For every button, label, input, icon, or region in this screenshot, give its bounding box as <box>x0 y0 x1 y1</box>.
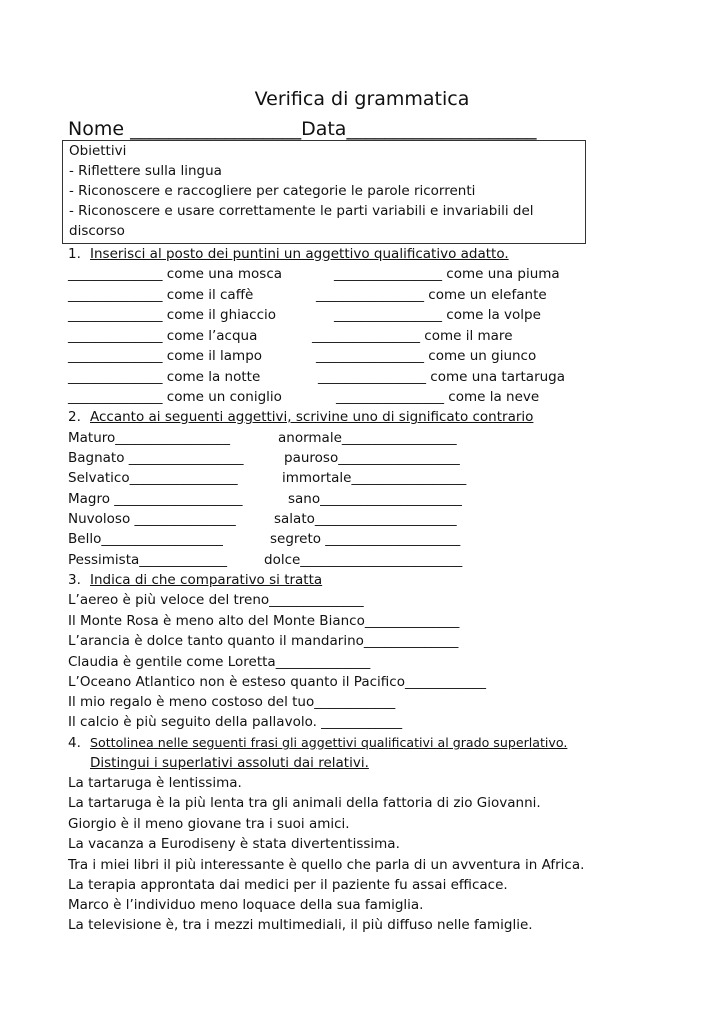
objective-item: - Riconoscere e raccogliere per categorie le parole ricorrenti <box>69 183 476 199</box>
ex2-right: dolce________________________ <box>264 552 463 568</box>
ex3-line: L’aereo è più veloce del treno______________ <box>68 592 364 608</box>
objectives-box <box>62 140 586 244</box>
exercise-4-heading <box>68 735 567 751</box>
ex2-right: segreto ____________________ <box>270 531 461 547</box>
ex4-line: La tartaruga è la più lenta tra gli animali della fattoria di zio Giovanni. <box>68 795 541 811</box>
ex1-right: ________________ come un elefante <box>316 287 547 303</box>
ex1-left: ______________ come il lampo <box>68 348 263 364</box>
ex1-right: ________________ come un giunco <box>316 348 537 364</box>
ex2-right: sano_____________________ <box>288 491 462 507</box>
ex2-right: immortale_________________ <box>282 470 467 486</box>
ex4-line: Tra i miei libri il più interessante è quello che parla di un avventura in Africa. <box>68 857 585 873</box>
ex4-line: Giorgio è il meno giovane tra i suoi amici. <box>68 816 350 832</box>
ex1-left: ______________ come l’acqua <box>68 328 258 344</box>
ex1-right: ________________ come il mare <box>312 328 513 344</box>
exercise-number: 4. <box>68 735 81 751</box>
exercise-instruction: Sottolinea nelle seguenti frasi gli aggettivi qualificativi al grado superlativo. <box>90 735 568 750</box>
ex4-line: Marco è l’individuo meno loquace della sua famiglia. <box>68 897 424 913</box>
objective-item: discorso <box>69 223 125 239</box>
ex1-right: ________________ come la volpe <box>334 307 541 323</box>
ex1-left: ______________ come il ghiaccio <box>68 307 277 323</box>
ex2-left: Selvatico________________ <box>68 470 238 486</box>
page-title: Verifica di grammatica <box>254 88 470 110</box>
ex1-left: ______________ come una mosca <box>68 266 283 282</box>
objective-item: - Riflettere sulla lingua <box>69 163 222 179</box>
ex2-left: Bagnato _________________ <box>68 450 244 466</box>
ex1-right: ________________ come una tartaruga <box>318 369 566 385</box>
exercise-instruction: Accanto ai seguenti aggettivi, scrivine uno di significato contrario <box>90 409 534 425</box>
ex3-line: Il Monte Rosa è meno alto del Monte Bianco______________ <box>68 613 460 629</box>
ex3-line: L’arancia è dolce tanto quanto il mandarino______________ <box>68 633 459 649</box>
exercise-2-heading <box>68 409 533 425</box>
ex4-line: La televisione è, tra i mezzi multimediali, il più diffuso nelle famiglie. <box>68 917 533 933</box>
ex1-right: ________________ come una piuma <box>334 266 560 282</box>
exercise-number: 3. <box>68 572 81 588</box>
exercise-instruction: Inserisci al posto dei puntini un aggettivo qualificativo adatto. <box>90 246 509 262</box>
ex4-line: La vacanza a Eurodiseny è stata divertentissima. <box>68 836 400 852</box>
objectives-heading: Obiettivi <box>69 143 127 159</box>
exercise-3-heading <box>68 572 322 588</box>
ex4-line: La tartaruga è lentissima. <box>68 775 242 791</box>
ex3-line: L’Oceano Atlantico non è esteso quanto il Pacifico____________ <box>68 674 486 690</box>
exercise-1-heading <box>68 246 509 262</box>
exercise-instruction: Indica di che comparativo si tratta <box>90 572 323 588</box>
exercise-number: 1. <box>68 246 81 262</box>
ex4-line: La terapia approntata dai medici per il paziente fu assai efficace. <box>68 877 508 893</box>
ex2-left: Pessimista_____________ <box>68 552 228 568</box>
objective-item: - Riconoscere e usare correttamente le parti variabili e invariabili del <box>69 203 534 219</box>
ex2-right: pauroso__________________ <box>284 450 460 466</box>
name-date-line: Nome __________________Data____________________ <box>68 118 537 140</box>
exercise-instruction-continued: Distingui i superlativi assoluti dai relativi. <box>90 755 369 771</box>
ex1-left: ______________ come un coniglio <box>68 389 282 405</box>
ex1-left: ______________ come il caffè <box>68 287 254 303</box>
ex1-left: ______________ come la notte <box>68 369 261 385</box>
ex2-right: salato_____________________ <box>274 511 457 527</box>
ex3-line: Il calcio è più seguito della pallavolo. ____________ <box>68 714 403 730</box>
exercise-number: 2. <box>68 409 81 425</box>
ex2-right: anormale_________________ <box>278 430 457 446</box>
ex2-left: Bello__________________ <box>68 531 223 547</box>
ex2-left: Magro ___________________ <box>68 491 243 507</box>
ex2-left: Maturo_________________ <box>68 430 231 446</box>
ex3-line: Claudia è gentile come Loretta______________ <box>68 654 371 670</box>
ex1-right: ________________ come la neve <box>336 389 540 405</box>
ex2-left: Nuvoloso _______________ <box>68 511 236 527</box>
ex3-line: Il mio regalo è meno costoso del tuo____________ <box>68 694 396 710</box>
